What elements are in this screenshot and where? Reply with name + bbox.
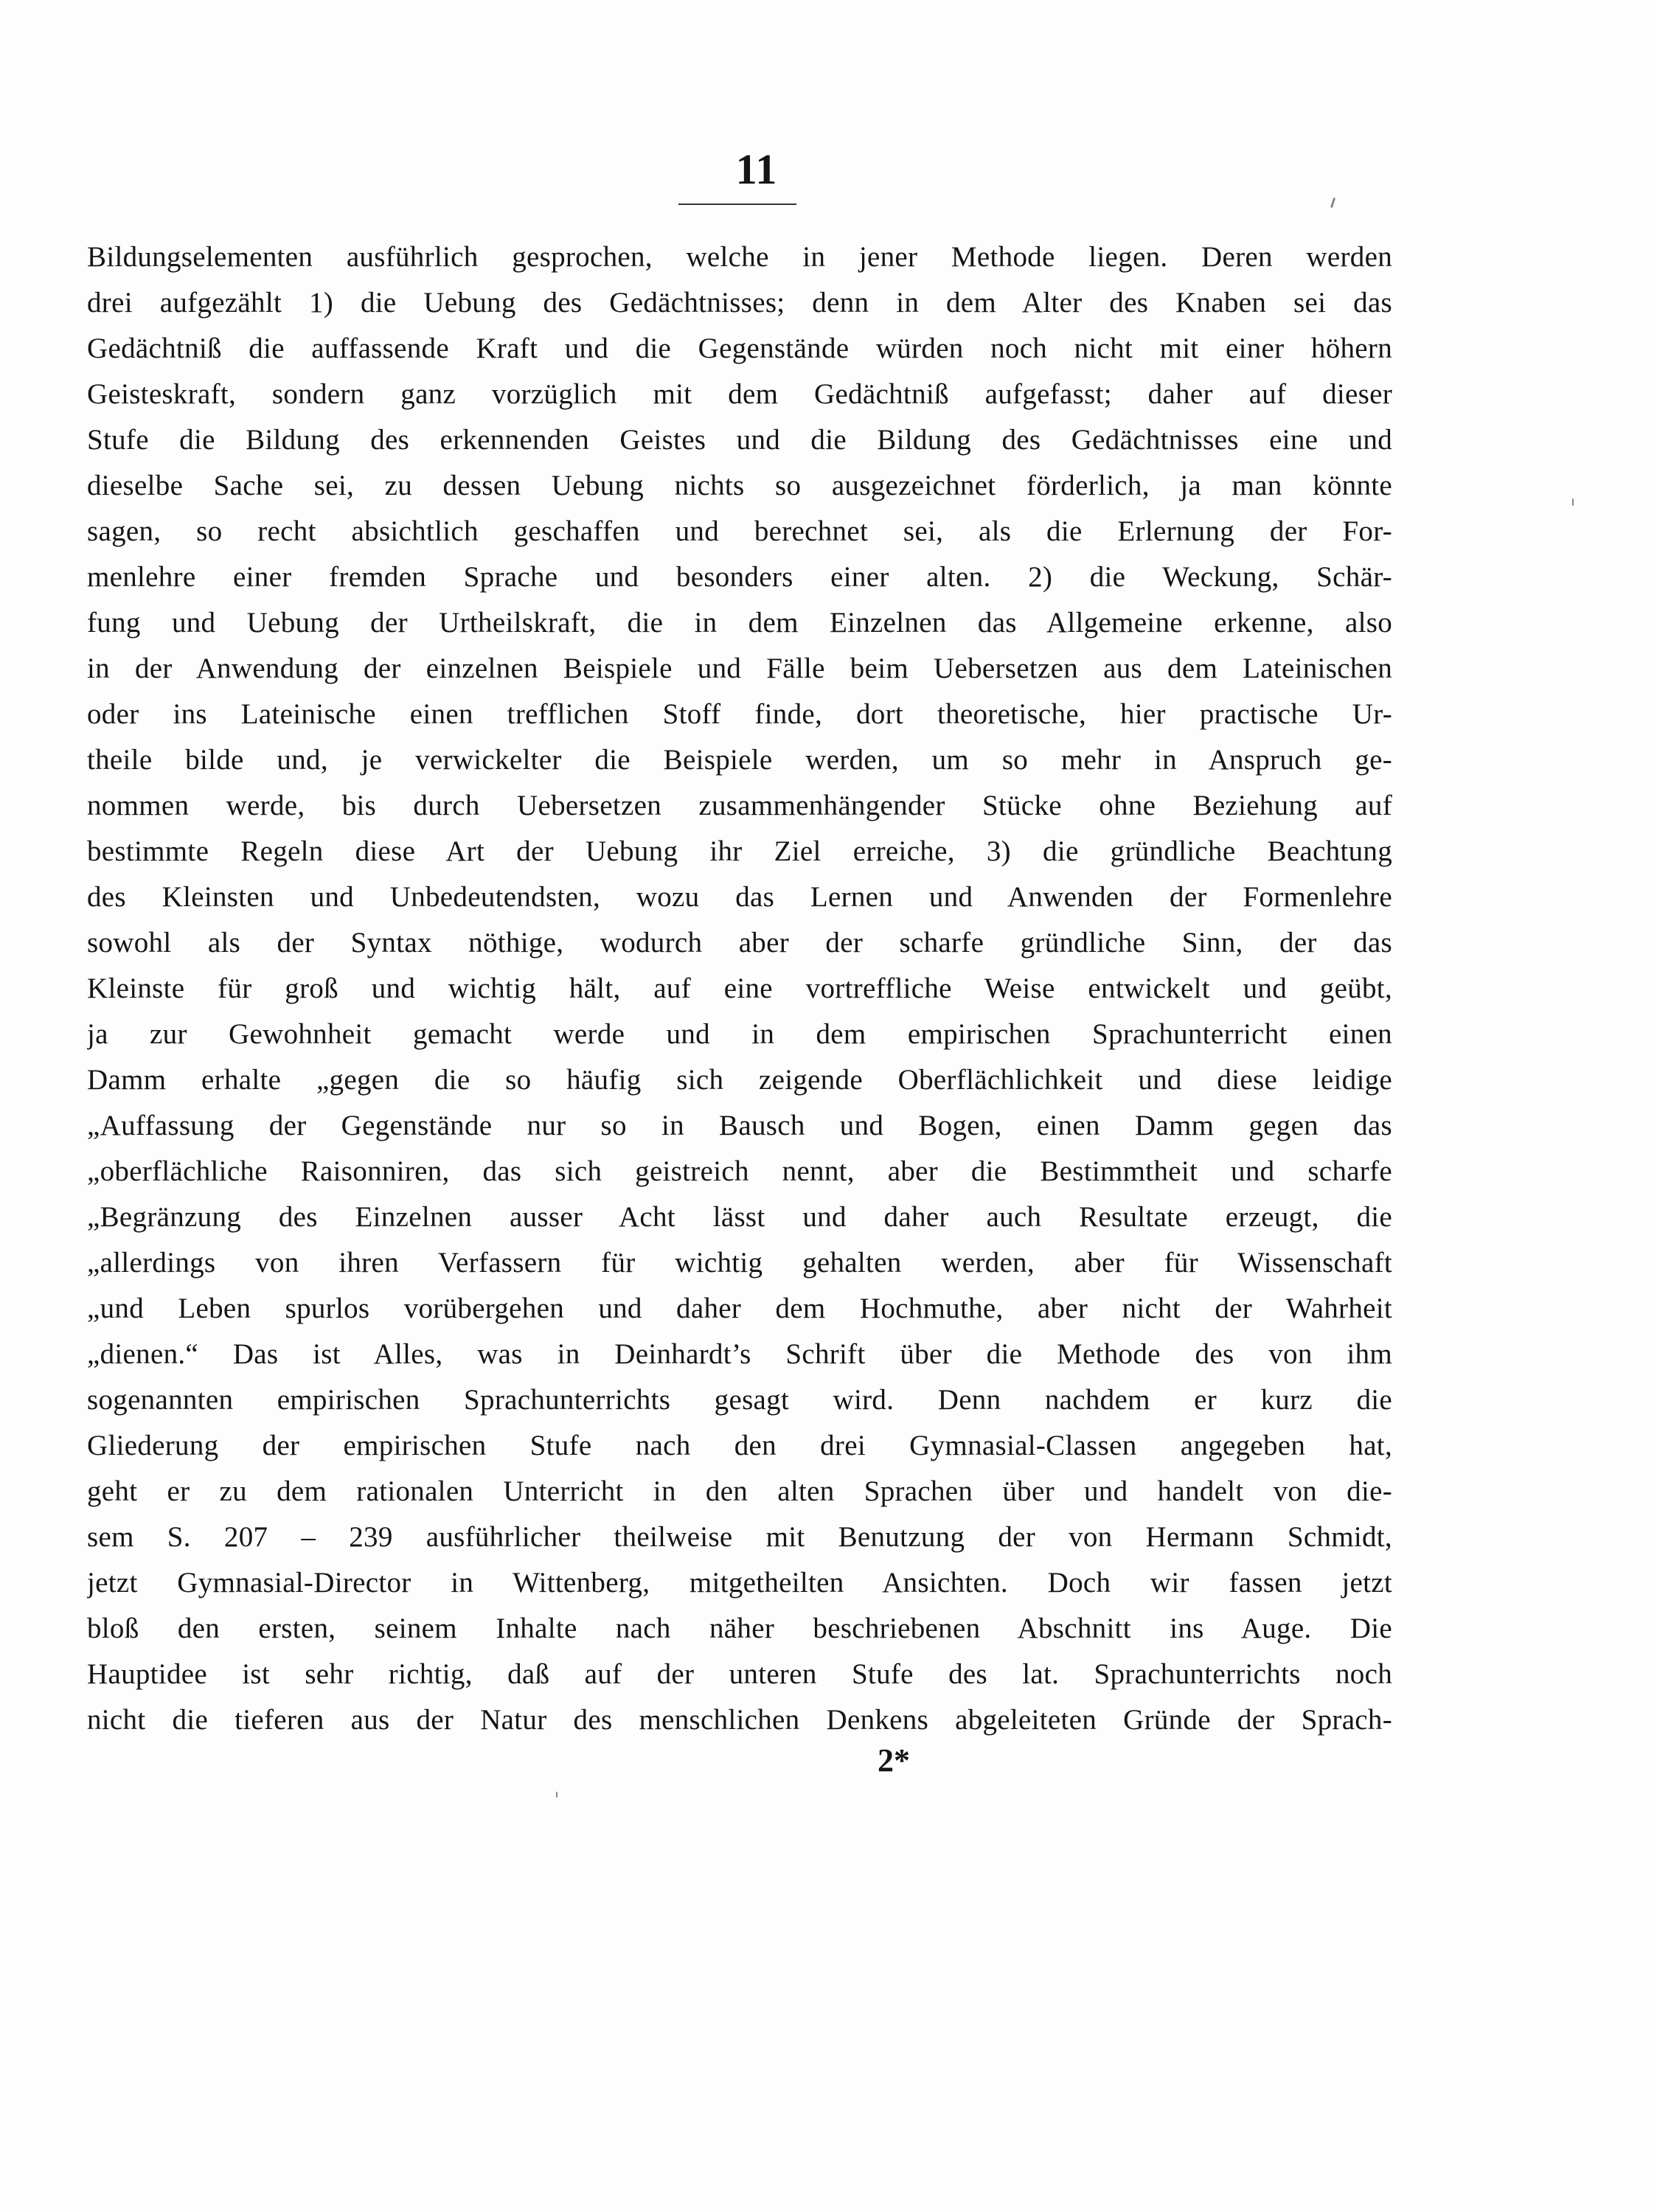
text-line: dieselbe Sache sei, zu dessen Uebung nichts so ausgezeichnet förderlich, ja man könnte [87, 470, 1392, 501]
text-line: drei aufgezählt 1) die Uebung des Gedächtnisses; denn in dem Alter des Knaben sei das [87, 287, 1392, 319]
page-number: 11 [735, 145, 778, 193]
text-line: bestimmte Regeln diese Art der Uebung ihr Ziel erreiche, 3) die gründliche Beachtung [87, 835, 1392, 867]
text-line: bloß den ersten, seinem Inhalte nach näher beschriebenen Abschnitt ins Auge. Die [87, 1613, 1392, 1644]
scan-speck [1572, 498, 1574, 506]
signature-mark: 2* [878, 1742, 910, 1778]
text-line: menlehre einer fremden Sprache und besonders einer alten. 2) die Weckung, Schär- [87, 561, 1392, 593]
text-line: Kleinste für groß und wichtig hält, auf eine vortreffliche Weise entwickelt und geübt, [87, 973, 1392, 1004]
text-line: sagen, so recht absichtlich geschaffen und berechnet sei, als die Erlernung der For- [87, 515, 1392, 547]
text-line: Bildungselementen ausführlich gesprochen, welche in jener Methode liegen. Deren werden [87, 241, 1392, 273]
page-number-rule [678, 204, 796, 205]
text-line: nicht die tieferen aus der Natur des menschlichen Denkens abgeleiteten Gründe der Sprach- [87, 1704, 1392, 1736]
text-line: „Begränzung des Einzelnen ausser Acht lässt und daher auch Resultate erzeugt, die [87, 1201, 1392, 1233]
text-line: des Kleinsten und Unbedeutendsten, wozu das Lernen und Anwenden der Formenlehre [87, 881, 1392, 913]
scan-speck [1330, 198, 1335, 208]
text-line: in der Anwendung der einzelnen Beispiele und Fälle beim Uebersetzen aus dem Lateinischen [87, 653, 1392, 684]
text-line: Hauptidee ist sehr richtig, daß auf der unteren Stufe des lat. Sprachunterrichts noch [87, 1658, 1392, 1690]
text-line: Geisteskraft, sondern ganz vorzüglich mit dem Gedächtniß aufgefasst; daher auf dieser [87, 378, 1392, 410]
text-line: ja zur Gewohnheit gemacht werde und in dem empirischen Sprachunterricht einen [87, 1018, 1392, 1050]
text-line: Gedächtniß die auffassende Kraft und die Gegenstände würden noch nicht mit einer höhern [87, 333, 1392, 364]
text-line: Stufe die Bildung des erkennenden Geistes und die Bildung des Gedächtnisses eine und [87, 424, 1392, 456]
text-line: „allerdings von ihren Verfassern für wichtig gehalten werden, aber für Wissenschaft [87, 1247, 1392, 1279]
text-line: geht er zu dem rationalen Unterricht in den alten Sprachen über und handelt von die- [87, 1475, 1392, 1507]
text-line: „und Leben spurlos vorübergehen und daher dem Hochmuthe, aber nicht der Wahrheit [87, 1293, 1392, 1324]
text-line: nommen werde, bis durch Uebersetzen zusammenhängender Stücke ohne Beziehung auf [87, 790, 1392, 821]
text-line: sem S. 207 – 239 ausführlicher theilweise mit Benutzung der von Hermann Schmidt, [87, 1521, 1392, 1553]
text-line: fung und Uebung der Urtheilskraft, die in dem Einzelnen das Allgemeine erkenne, also [87, 607, 1392, 639]
text-line: Damm erhalte „gegen die so häufig sich zeigende Oberflächlichkeit und diese leidige [87, 1064, 1392, 1096]
scan-speck [556, 1792, 557, 1798]
text-line: „Auffassung der Gegenstände nur so in Bausch und Bogen, einen Damm gegen das [87, 1110, 1392, 1141]
text-line: sowohl als der Syntax nöthige, wodurch aber der scharfe gründliche Sinn, der das [87, 927, 1392, 959]
text-line: „dienen.“ Das ist Alles, was in Deinhardt’s Schrift über die Methode des von ihm [87, 1338, 1392, 1370]
body-text [87, 234, 1392, 1743]
text-line: Gliederung der empirischen Stufe nach den drei Gymnasial-Classen angegeben hat, [87, 1430, 1392, 1461]
text-line: sogenannten empirischen Sprachunterrichts gesagt wird. Denn nachdem er kurz die [87, 1384, 1392, 1416]
text-line: oder ins Lateinische einen trefflichen Stoff finde, dort theoretische, hier practische Ur- [87, 698, 1392, 730]
text-line: theile bilde und, je verwickelter die Beispiele werden, um so mehr in Anspruch ge- [87, 744, 1392, 776]
text-line: jetzt Gymnasial-Director in Wittenberg, mitgetheilten Ansichten. Doch wir fassen jetzt [87, 1567, 1392, 1599]
text-line: „oberflächliche Raisonniren, das sich geistreich nennt, aber die Bestimmtheit und scharfe [87, 1155, 1392, 1187]
